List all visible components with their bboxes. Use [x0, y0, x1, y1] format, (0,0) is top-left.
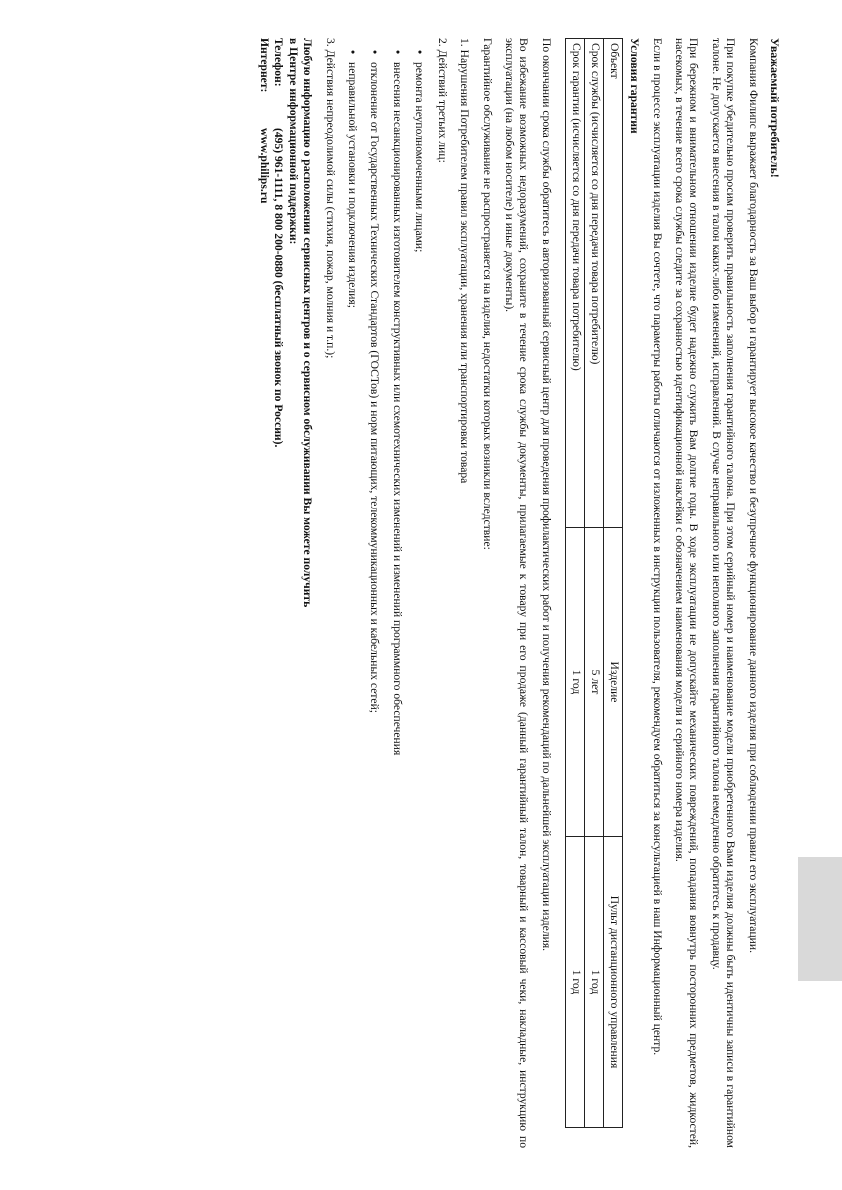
warranty-document — [42, 38, 782, 1148]
reason-item: 1. Нарушения Потребителем правил эксплуатации, хранения или транспортировки товара — [458, 38, 472, 484]
page-title: Уважаемый потребитель! — [768, 38, 782, 178]
bullet-icon: • — [346, 50, 360, 55]
bullet-icon: • — [368, 50, 382, 55]
exclusions-paragraph: Гарантийное обслуживание не распространяется на изделия, недостатки которых возникли вследствие: — [480, 38, 494, 550]
warranty-conditions-title: Условия гарантии — [628, 38, 642, 134]
reason-item: 2. Действий третьих лиц: — [435, 38, 449, 163]
intro-paragraph: Компания Филипс выражает благодарность за Ваш выбор и гарантирует высокое качество и безупречное функционирование данного изделия при соблюдении правил его эксплуатации. — [746, 38, 760, 953]
table-header-row — [603, 39, 622, 1128]
bullet-item — [412, 50, 426, 1148]
table-cell: 1 год — [565, 528, 584, 837]
support-info — [257, 38, 315, 1148]
table-cell: 5 лет — [584, 528, 603, 837]
bullet-item — [345, 50, 359, 1148]
phone-value: (495) 961-1111, 8 800 200-0880 (бесплатный звонок по России). — [272, 128, 286, 448]
internet-label: Интернет: — [258, 38, 272, 93]
bullet-text: ремонта неуполномоченными лицами; — [413, 62, 427, 253]
phone-label: Телефон: — [272, 38, 286, 87]
table-cell: 1 год — [565, 837, 584, 1128]
check-coupon-paragraph: При покупке убедительно просим проверить правильность заполнения гарантийного талона. При этом серийный номер и наименование модели приобретенного Вами изделия должны быть идентичны записи в гарантийном талоне. Не допускается внесения в талон каких-либо изменений, исправлений. В случае неправильного или неполного заполнения гарантийного талона немедленно обратитесь к продавцу. — [709, 38, 738, 1148]
table-row — [565, 39, 584, 1128]
internet-link[interactable]: www.philips.ru — [258, 128, 272, 204]
bullet-item — [390, 50, 404, 1148]
page-tab-marker — [798, 857, 842, 981]
care-paragraph: При бережном и внимательном отношении изделие будет надежно служить Вам долгие годы. В ходе эксплуатации не допускайте механических повреждений, попадания вовнутрь посторонних предметов, жидкостей, насекомых, в течение всего срока службы следите за сохранностью идентификационной наклейки с обозначением наименования модели и серийного номера изделия. — [672, 38, 701, 1148]
warranty-table — [565, 38, 623, 1128]
keep-documents-paragraph: Во избежание возможных недоразумений, сохраните в течение срока службы документы, прилагаемые к товару при его продаже (данный гарантийный талон, товарный и кассовый чеки, накладные, инструкцию по эксплуатации (на любом носителе) и иные документы). — [502, 38, 531, 1148]
service-life-paragraph: По окончании срока службы обратитесь в авторизованный сервисный центр для проведения профилактических работ и получения рекомендаций по дальнейшей эксплуатации изделия. — [539, 38, 553, 952]
bullet-icon: • — [390, 50, 404, 55]
reason-item: 3. Действия непреодолимой силы (стихия, пожар, молния и т.п.); — [323, 38, 337, 359]
support-info-line: в Центре информационной поддержки: — [286, 38, 300, 245]
internet-row — [257, 38, 271, 1148]
phone-row — [271, 38, 285, 1148]
bullet-text: внесения несанкционированных изготовителем конструктивных или схемотехнических изменений и изменений программного обеспечения — [390, 62, 404, 756]
table-header-cell: Изделие — [603, 528, 622, 837]
bullet-icon: • — [413, 50, 427, 55]
table-header-cell: Пульт дистанционного управления — [603, 837, 622, 1128]
bullet-item — [367, 50, 381, 1148]
bullet-text: отклонение от Государственных Технических Стандартов (ГОСТов) и норм питающих, телекоммуникационных и кабельных сетей; — [368, 62, 382, 714]
support-info-line: Любую информацию о расположении сервисных центров и о сервисном обслуживании Вы можете получить — [301, 38, 315, 608]
consult-paragraph: Если в процессе эксплуатации изделия Вы сочтете, что параметры работы отличаются от изложенных в инструкции пользователя, рекомендуем обратиться за консультацией в наш Информационный центр. — [650, 38, 664, 1056]
table-cell: 1 год — [584, 837, 603, 1128]
table-header-cell: Объект — [603, 39, 622, 528]
bullet-text: неправильной установки и подключения изделия; — [346, 62, 360, 308]
table-row — [584, 39, 603, 1128]
table-cell: Срок службы (исчисляется со дня передачи товара потребителю) — [584, 39, 603, 528]
table-cell: Срок гарантии (исчисляется со дня передачи товара потребителю) — [565, 39, 584, 528]
